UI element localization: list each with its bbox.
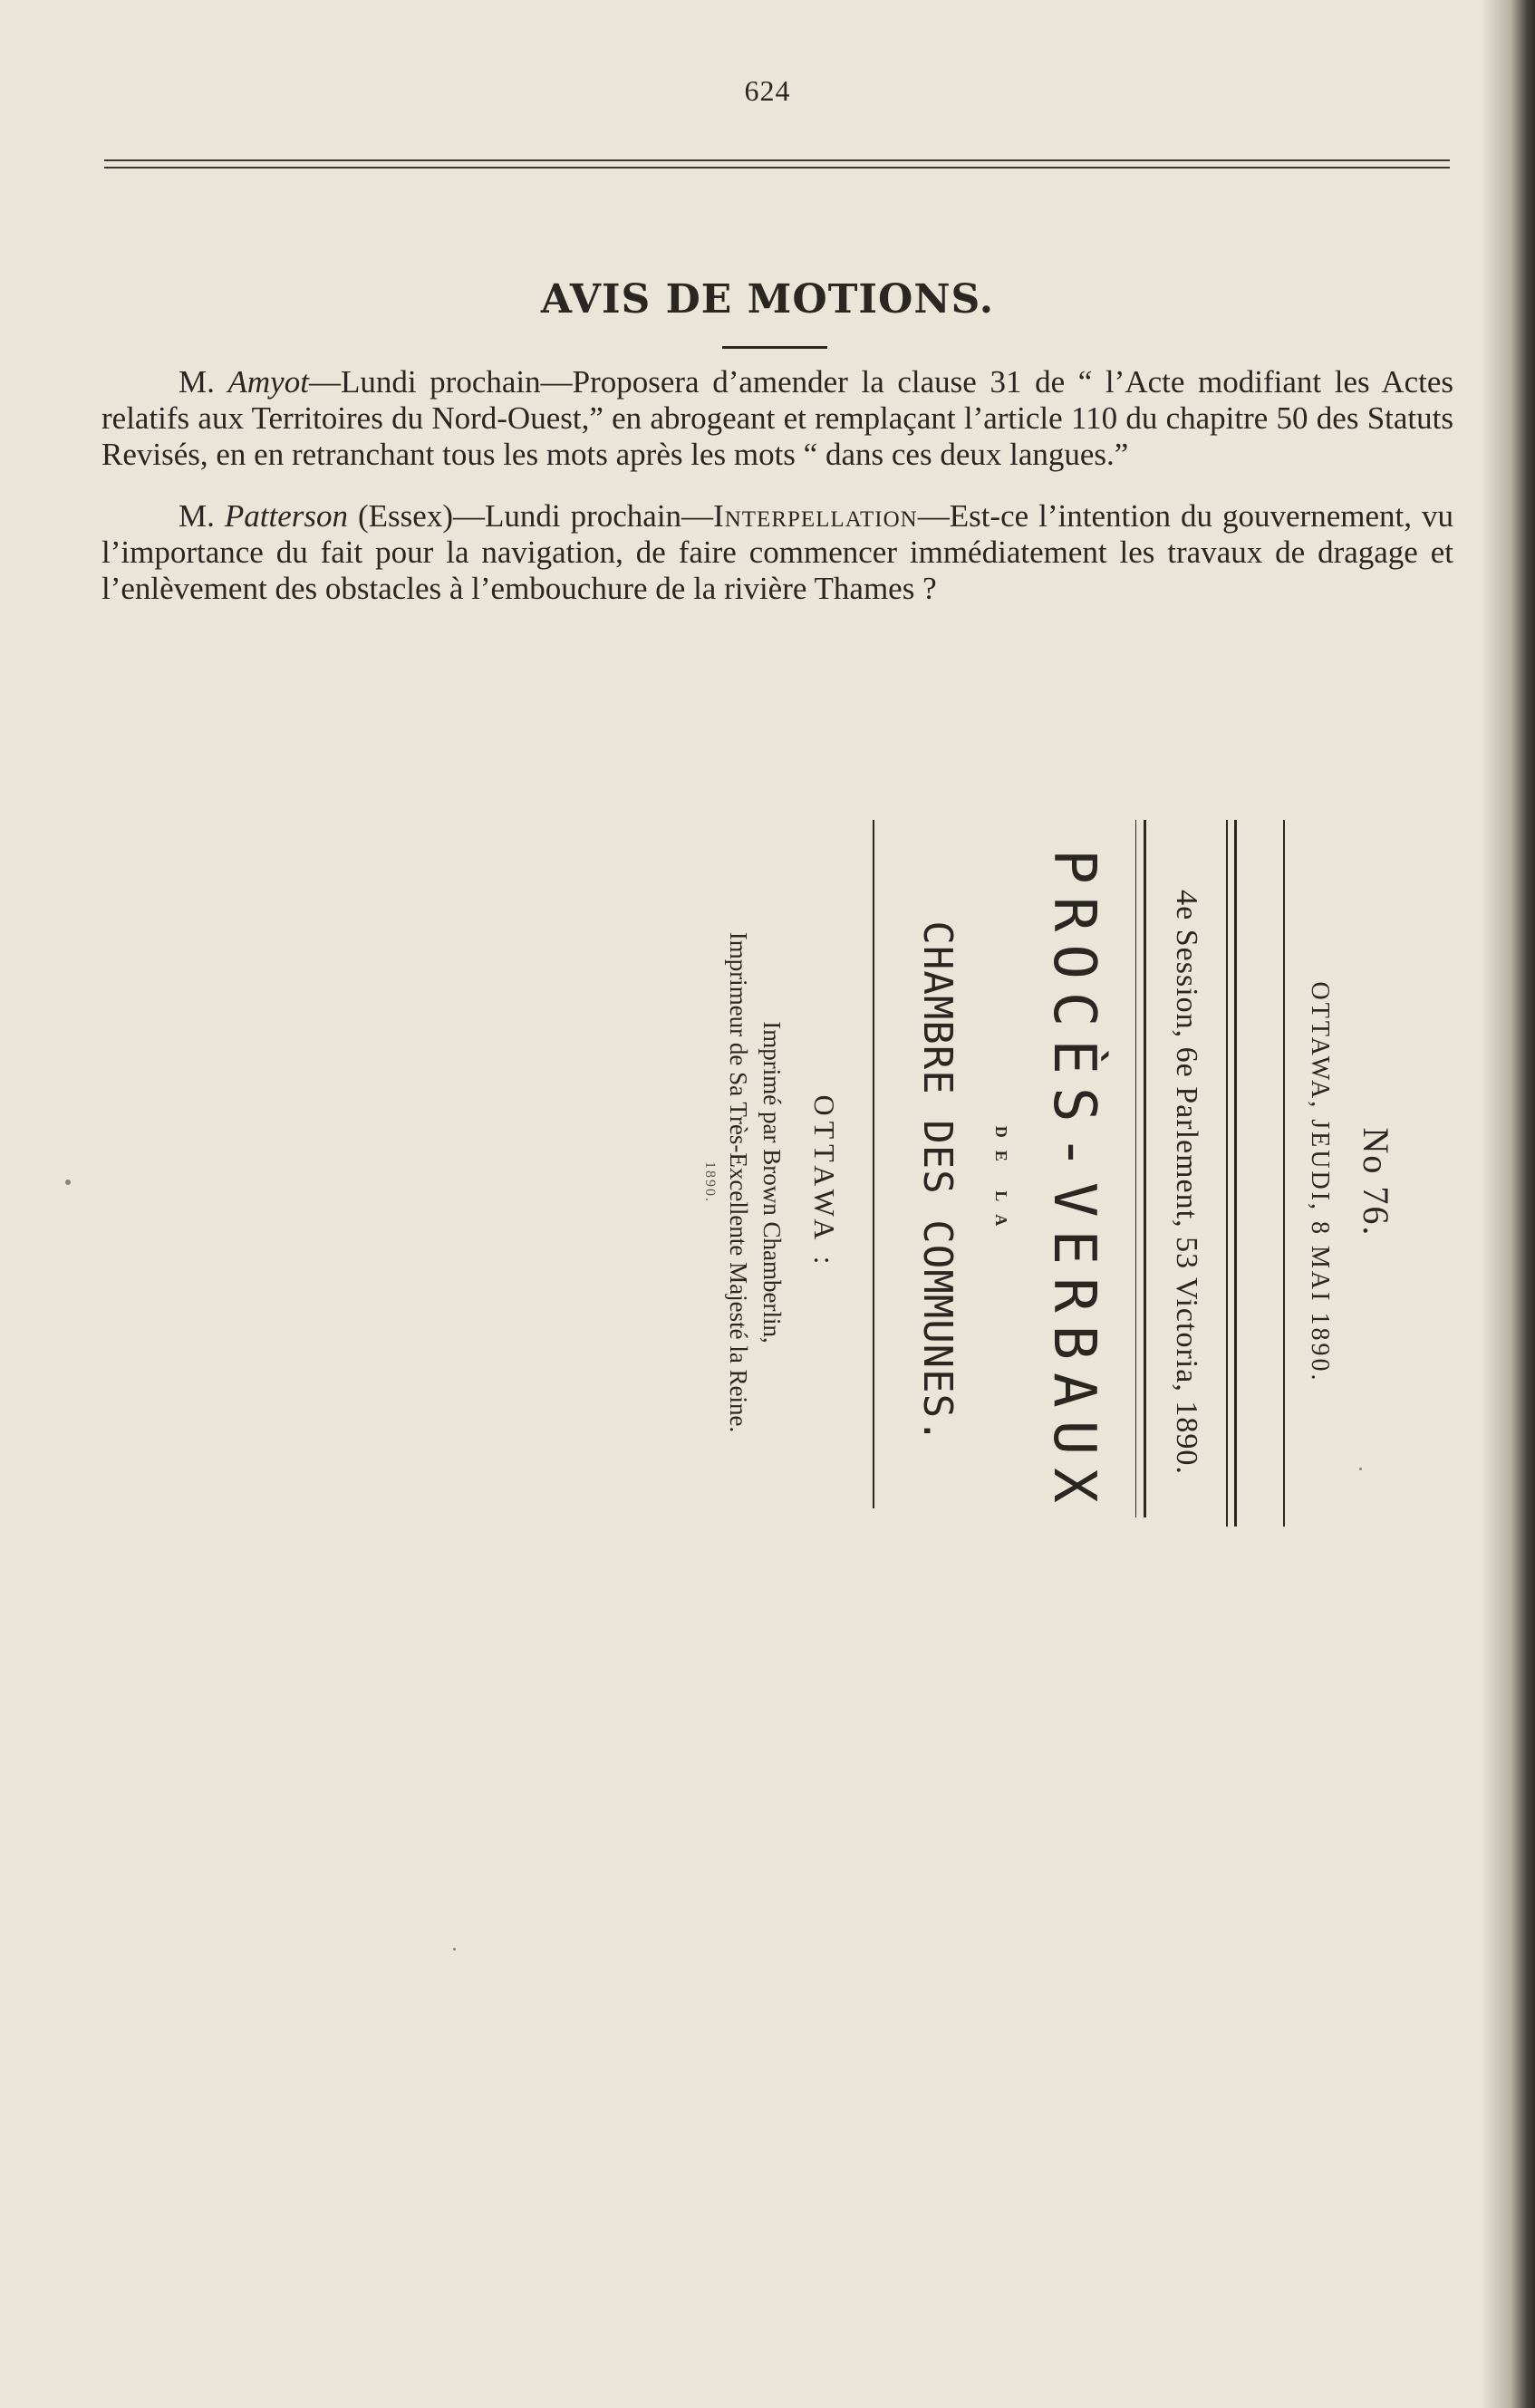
motion-amyot [101, 364, 1453, 473]
header-double-rule [104, 159, 1450, 169]
motions-list [101, 364, 1453, 632]
issue-number: No 76. [1356, 1127, 1396, 1238]
paper-speck [453, 1948, 456, 1950]
cover-rule [1234, 820, 1237, 1527]
motion-text: —Lundi prochain—Proposera d’amender la clause 31 de “ l’Acte modifiant les Actes relatifs aux Territoires du Nord-Ouest,” en abrogeant et remplaçant l’article 110 du chapitre 50 des Statuts Revisés, en en retranchant tous les mots après les mots “ dans ces deux langues.” [101, 364, 1454, 472]
motion-text: —Lundi prochain— [452, 498, 714, 534]
cover-rule [1135, 820, 1136, 1517]
cover-rule [873, 820, 874, 1508]
page-number: 624 [744, 74, 791, 107]
cover-de-la: DE LA [992, 1125, 1010, 1239]
motion-prefix: M. [179, 364, 228, 400]
motion-prefix: M. [179, 498, 225, 534]
cover-year: 1890. [702, 1161, 718, 1203]
member-riding: (Essex) [348, 498, 453, 534]
cover-city: OTTAWA : [808, 1094, 841, 1270]
printer-name: Imprimé par Brown Chamberlin, [758, 1021, 786, 1344]
cover-rule [1283, 820, 1285, 1527]
paper-speck [65, 1180, 71, 1185]
cover-rule [1226, 820, 1228, 1527]
rotated-title-page [136, 820, 1405, 1545]
member-name: Patterson [224, 498, 348, 534]
cover-title: PROCÈS-VERBAUX [1040, 849, 1107, 1516]
page-edge-shadow [1481, 0, 1535, 2408]
session-line: 4e Session, 6e Parlement, 53 Victoria, 1890. [1170, 890, 1203, 1475]
member-name: Amyot [227, 364, 309, 400]
printer-line-1 [758, 820, 786, 1545]
section-title: AVIS DE MOTIONS. [540, 276, 995, 323]
cover-rule [1144, 820, 1146, 1517]
title-underline [722, 346, 827, 349]
motion-type: Interpellation [713, 498, 918, 534]
printer-line-2: Imprimeur de Sa Très-Excellente Majesté la Reine. [725, 931, 752, 1433]
paper-speck [1359, 1468, 1362, 1470]
motion-text-cont: —Est-ce l’intention du gouvernement, vu l’importance du fait pour la navigation, de faire commencer immédiatement les travaux de dragage et l’enlèvement des obstacles à l’embouchure de la rivière Thames ? [101, 498, 1453, 606]
issue-date: OTTAWA, JEUDI, 8 MAI 1890. [1306, 981, 1334, 1383]
cover-house: CHAMBRE DES COMMUNES. [914, 920, 961, 1444]
motion-patterson [101, 498, 1453, 607]
